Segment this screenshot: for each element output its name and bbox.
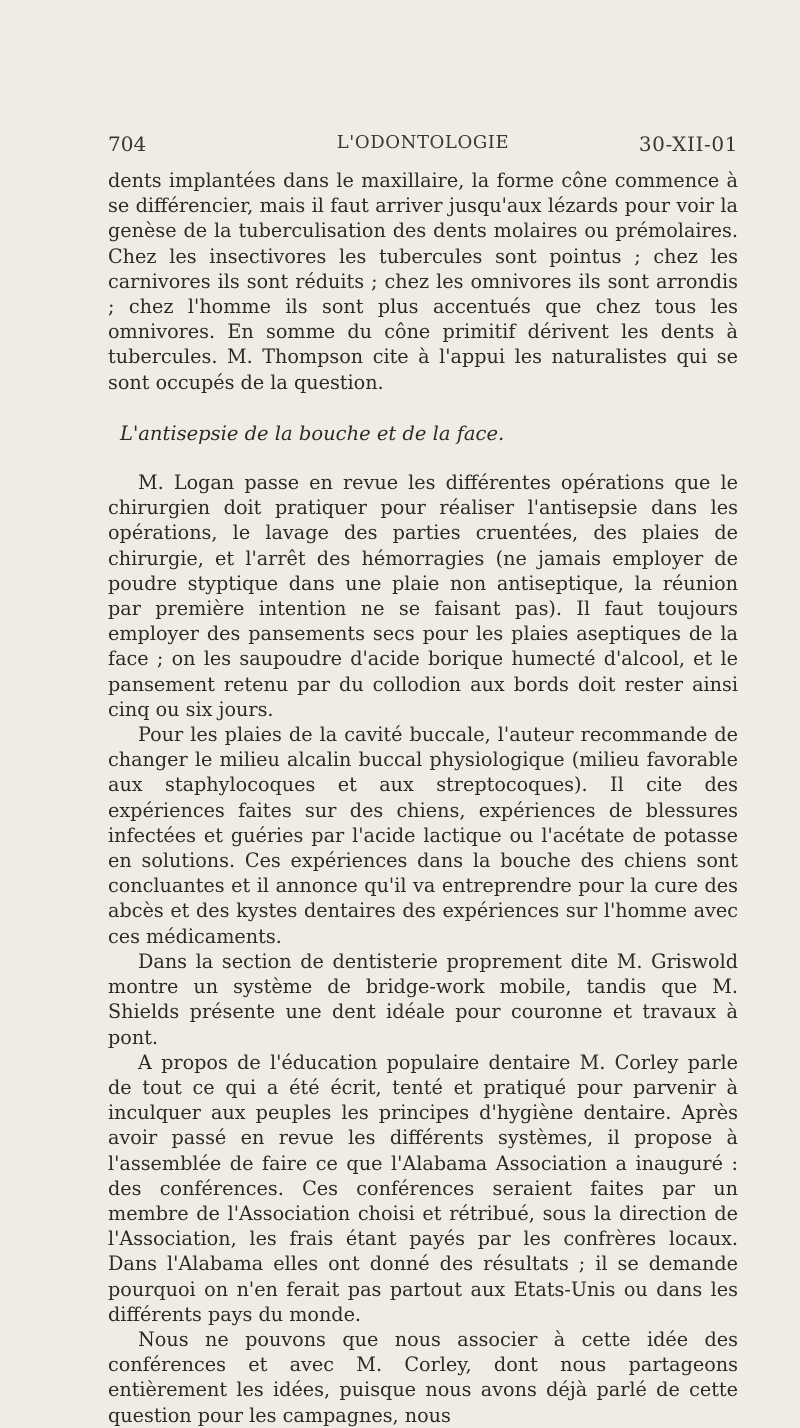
paragraph-2: M. Logan passe en revue les différentes opérations que le chirurgien doit pratiquer pour réaliser l'antisepsie dans les opérations, le lavage des parties cruentées, des plaies de chirurgie, et l'arrêt des hémorragies (ne jamais employer de poudre styptique dans une plaie non antiseptique, la réunion par première intention ne se faisant pas). Il faut toujours employer des pansements secs pour les plaies aseptiques de la face ; on les saupoudre d'acide borique humecté d'alcool, et le pansement retenu par du collodion aux bords doit rester ainsi cinq ou six jours.	[108, 471, 738, 721]
paragraph-4: Dans la section de dentisterie proprement dite M. Griswold montre un système de bridge-work mobile, tandis que M. Shields présente une dent idéale pour couronne et travaux à pont.	[108, 949, 738, 1049]
running-header	[108, 132, 738, 160]
page-number: 704	[108, 132, 147, 156]
section-heading: L'antisepsie de la bouche et de la face.	[120, 421, 505, 445]
paragraph-3: Pour les plaies de la cavité buccale, l'auteur recommande de changer le milieu alcalin buccal physiologique (milieu favorable aux staphylocoques et aux streptocoques). Il cite des expériences faites sur des chiens, expériences de blessures infectées et guéries par l'acide lactique ou l'acétate de potasse en solutions. Ces expériences dans la bouche des chiens sont concluantes et il annonce qu'il va entreprendre pour la cure des abcès et des kystes dentaires des expériences sur l'homme avec ces médicaments.	[108, 723, 738, 948]
paragraph-1: dents implantées dans le maxillaire, la forme cône commence à se différencier, mais il faut arriver jusqu'aux lézards pour voir la genèse de la tuberculisation des dents molaires ou prémolaires. Chez les insectivores les tubercules sont pointus ; chez les carnivores ils sont réduits ; chez les omnivores ils sont arrondis ; chez l'homme ils sont plus accentués que chez tous les omnivores. En somme du cône primitif dérivent les dents à tubercules. M. Thompson cite à l'appui les naturalistes qui se sont occupés de la question.	[108, 169, 738, 394]
journal-title: L'ODONTOLOGIE	[336, 132, 510, 153]
article-body	[108, 168, 738, 1428]
issue-date: 30-XII-01	[638, 132, 738, 156]
paragraph-5: A propos de l'éducation populaire dentaire M. Corley parle de tout ce qui a été écrit, tenté et pratiqué pour parvenir à inculquer aux peuples les principes d'hygiène dentaire. Après avoir passé en revue les différents systèmes, il propose à l'assemblée de faire ce que l'Alabama Association a inauguré : des conférences. Ces conférences seraient faites par un membre de l'Association choisi et rétribué, sous la direction de l'Association, les frais étant payés par les confrères locaux. Dans l'Alabama elles ont donné des résultats ; il se demande pourquoi on n'en ferait pas partout aux Etats-Unis ou dans les différents pays du monde.	[108, 1050, 738, 1326]
paragraph-6: Nous ne pouvons que nous associer à cette idée des conférences et avec M. Corley, dont nous partageons entièrement les idées, puisque nous avons déjà parlé de cette question pour les campagnes, nous	[108, 1327, 738, 1427]
